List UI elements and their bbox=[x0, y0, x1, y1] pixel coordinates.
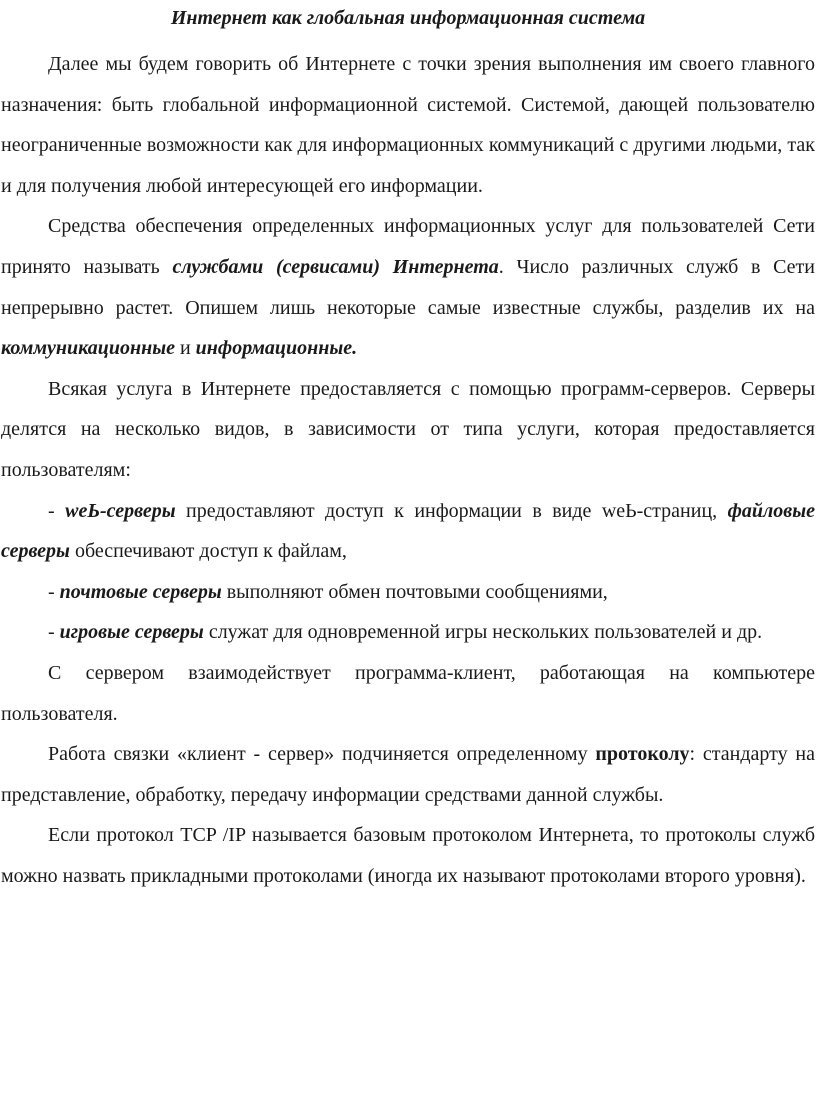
paragraph-services-text-2: . Число различных служб в Сети непрерывно растет. Опишем лишь некоторые самые известные службы, разделив их на bbox=[1, 255, 816, 319]
list-item-dash: - bbox=[48, 499, 66, 522]
paragraph-client: С сервером взаимодействует программа-клиент, работающая на компьютере пользователя. bbox=[1, 661, 815, 725]
term-information: информационные. bbox=[195, 337, 358, 360]
term-file-servers: файловые серверы bbox=[1, 499, 815, 563]
list-item-game-servers bbox=[1, 612, 815, 653]
list-item-text: предоставляют доступ к информации в виде weЬ-страниц, bbox=[175, 499, 728, 522]
list-item-text: служат для одновременной игры нескольких пользователей и др. bbox=[203, 621, 763, 644]
paragraph-protocol-text-1: Работа связки «клиент - сервер» подчиняется определенному bbox=[48, 743, 596, 766]
list-item-web-servers bbox=[1, 491, 815, 572]
paragraph-intro: Далее мы будем говорить об Интернете с точки зрения выполнения им своего главного назначения: быть глобальной информационной системой. Системой, дающей пользователю неограниченные возможности как для информационных коммуникаций с другими людьми, так и для получения любой интересующей его информации. bbox=[1, 53, 815, 197]
list-item-dash: - bbox=[48, 621, 60, 644]
paragraph-services-text-3: и bbox=[174, 337, 196, 360]
paragraph-protocol-text-2: : стандарту на представление, обработку, передачу информации средствами данной службы. bbox=[1, 743, 815, 806]
list-item-dash: - bbox=[48, 580, 60, 603]
list-item-text: обеспечивают доступ к файлам, bbox=[69, 540, 347, 563]
term-protocol: протоколу bbox=[595, 743, 690, 766]
paragraph-services bbox=[1, 206, 815, 368]
term-communication: коммуникационные bbox=[1, 337, 175, 360]
list-item-text: выполняют обмен почтовыми сообщениями, bbox=[221, 580, 608, 603]
paragraph-tcp-ip: Если протокол TCP /IP называется базовым протоколом Интернета, то протоколы служб можно назвать прикладными протоколами (иногда их называют протоколами второго уровня). bbox=[1, 824, 815, 887]
term-internet-services: службами (сервисами) Интернета bbox=[172, 255, 499, 278]
paragraph-protocol bbox=[1, 734, 815, 815]
term-mail-servers: почтовые серверы bbox=[59, 580, 222, 603]
paragraph-services-text-1: Средства обеспечения определенных информационных услуг для пользователей Сети принято называть bbox=[1, 215, 815, 278]
document-title: Интернет как глобальная информационная система bbox=[170, 7, 646, 29]
paragraph-servers: Всякая услуга в Интернете предоставляется с помощью программ-серверов. Серверы делятся на несколько видов, в зависимости от типа услуги, которая предоставляется пользователям: bbox=[1, 377, 815, 481]
term-game-servers: игровые серверы bbox=[59, 621, 204, 644]
term-web-servers: weЬ-серверы bbox=[65, 499, 176, 522]
list-item-mail-servers bbox=[1, 572, 815, 613]
